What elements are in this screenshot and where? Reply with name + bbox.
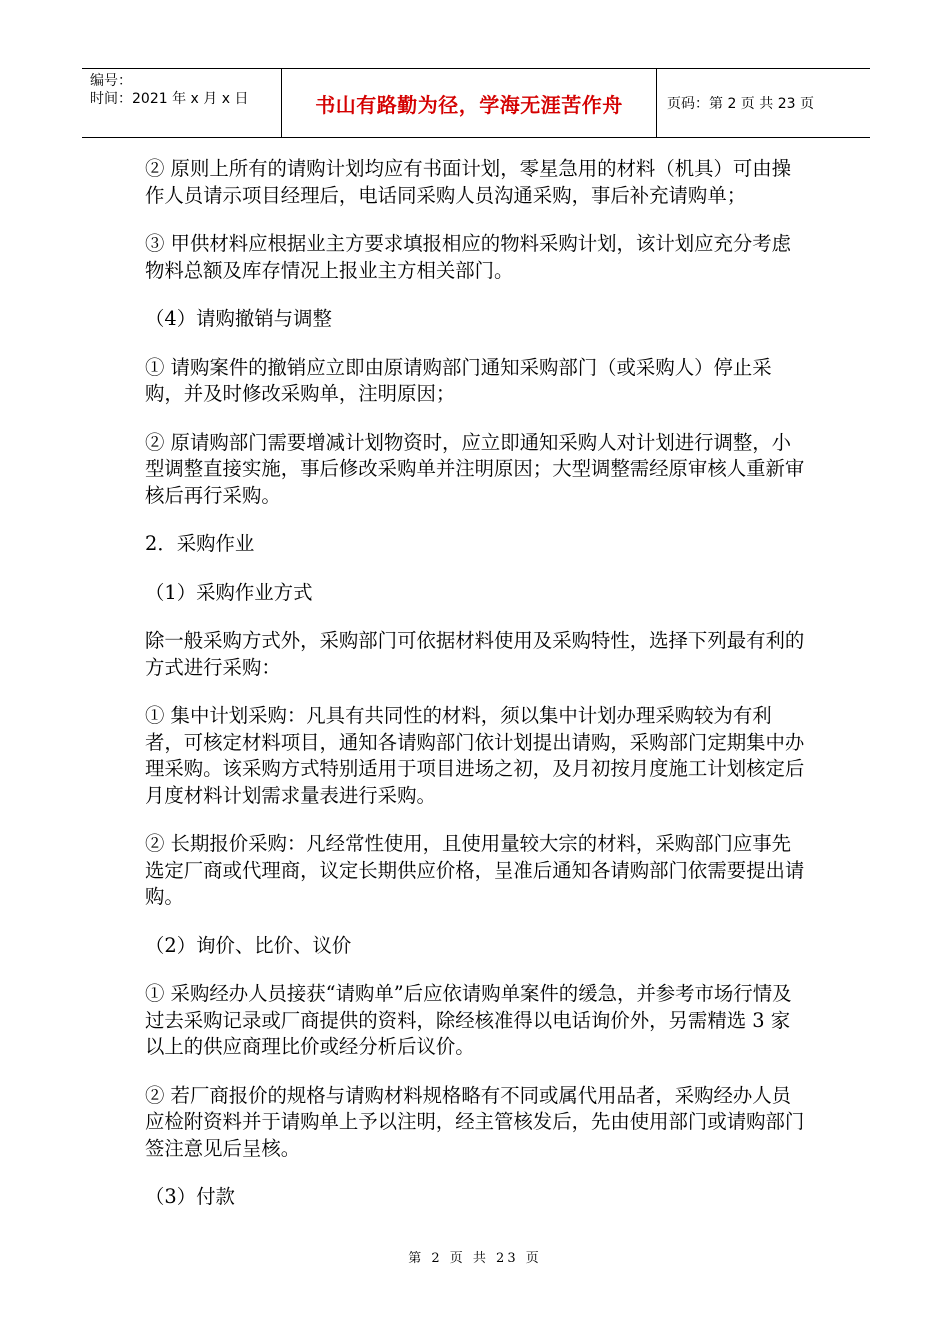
- paragraph: ③ 甲供材料应根据业主方要求填报相应的物料采购计划，该计划应充分考虑物料总额及库存情况上报业主方相关部门。: [145, 232, 792, 282]
- paragraph: ① 集中计划采购：凡具有共同性的材料，须以集中计划办理采购较为有利者，可核定材料项目，通知各请购部门依计划提出请购，采购部门定期集中办理采购。该采购方式特别适用于项目进场之初，及月初按月度施工计划核定后月度材料计划需求量表进行采购。: [145, 704, 805, 807]
- document-body: [145, 156, 805, 1233]
- section-heading: （3）付款: [145, 1185, 235, 1208]
- section-heading: （4）请购撤销与调整: [145, 307, 332, 330]
- paragraph: 除一般采购方式外，采购部门可依据材料使用及采购特性，选择下列最有利的方式进行采购：: [145, 629, 805, 679]
- section-heading: （1）采购作业方式: [145, 580, 313, 604]
- document-time-label: 时间：2021 年 x 月 x 日: [90, 91, 249, 107]
- header-motto: 书山有路勤为径，学海无涯苦作舟: [282, 69, 657, 137]
- document-number-label: 编号：: [90, 73, 132, 89]
- section-heading: （2）询价、比价、议价: [145, 933, 352, 957]
- paragraph: ① 请购案件的撤销应立即由原请购部门通知采购部门（或采购人）停止采购，并及时修改采购单，注明原因；: [145, 355, 772, 405]
- page-footer: 第 2 页 共 23 页: [408, 1251, 542, 1266]
- section-heading: 2．采购作业: [145, 532, 255, 555]
- paragraph: ② 若厂商报价的规格与请购材料规格略有不同或属代用品者，采购经办人员应检附资料并于请购单上予以注明，经主管核发后，先由使用部门或请购部门签注意见后呈核。: [145, 1083, 805, 1160]
- paragraph: ① 采购经办人员接获“请购单”后应依请购单案件的缓急，并参考市场行情及过去采购记录或厂商提供的资料，除经核准得以电话询价外，另需精选 3 家以上的供应商理比价或经分析后议价。: [145, 982, 792, 1058]
- paragraph: ② 原请购部门需要增减计划物资时，应立即通知采购人对计划进行调整，小型调整直接实施，事后修改采购单并注明原因；大型调整需经原审核人重新审核后再行采购。: [145, 430, 805, 507]
- header-page-info: 页码：第 2 页 共 23 页: [667, 96, 814, 112]
- paragraph: ② 长期报价采购：凡经常性使用，且使用量较大宗的材料，采购部门应事先选定厂商或代理商，议定长期供应价格，呈准后通知各请购部门依需要提出请购。: [145, 832, 805, 908]
- header-meta: [82, 69, 282, 137]
- page-header: [82, 68, 870, 138]
- paragraph: ② 原则上所有的请购计划均应有书面计划，零星急用的材料（机具）可由操作人员请示项目经理后，电话同采购人员沟通采购，事后补充请购单；: [145, 157, 792, 207]
